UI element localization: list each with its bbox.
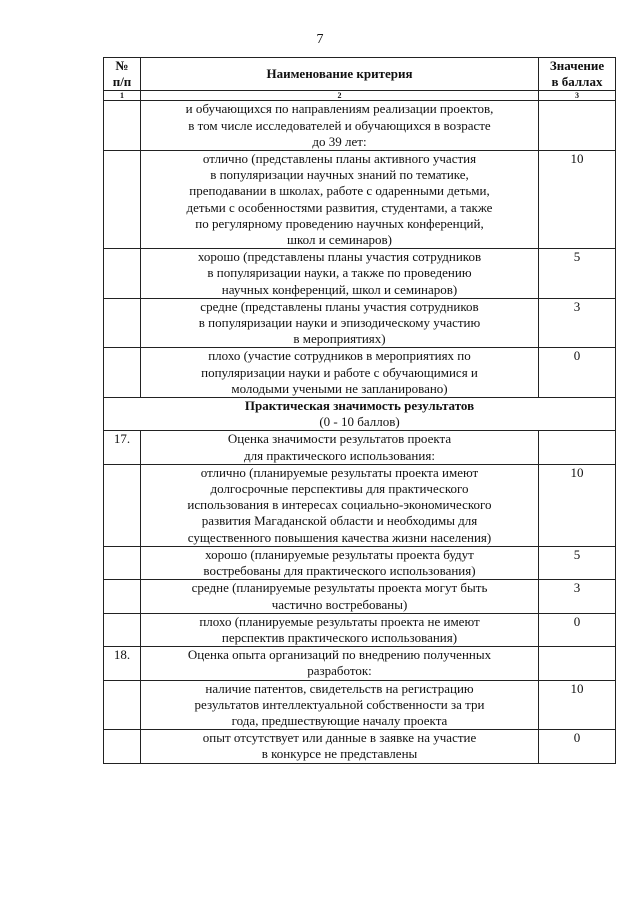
score-value: 0 bbox=[539, 730, 616, 763]
section-heading bbox=[104, 398, 616, 431]
score-value bbox=[539, 101, 616, 151]
table-row bbox=[104, 546, 616, 579]
row-num bbox=[104, 101, 141, 151]
row-num bbox=[104, 249, 141, 299]
table-row bbox=[104, 464, 616, 546]
row-num bbox=[104, 464, 141, 546]
score-value: 0 bbox=[539, 613, 616, 646]
table-row bbox=[104, 647, 616, 680]
score-value: 10 bbox=[539, 151, 616, 249]
score-value: 5 bbox=[539, 249, 616, 299]
table-header-row bbox=[104, 58, 616, 91]
criteria-table bbox=[103, 57, 616, 764]
row-num bbox=[104, 546, 141, 579]
score-value bbox=[539, 431, 616, 464]
row-num bbox=[104, 613, 141, 646]
criterion-text: хорошо (представлены планы участия сотрудников в популяризации науки, а также по проведению научных конференций, школ и семинаров) bbox=[141, 249, 539, 299]
table-row bbox=[104, 151, 616, 249]
table-row bbox=[104, 580, 616, 613]
criterion-text: Оценка значимости результатов проекта для практического использования: bbox=[141, 431, 539, 464]
criterion-text: плохо (планируемые результаты проекта не имеют перспектив практического использования) bbox=[141, 613, 539, 646]
criterion-text: хорошо (планируемые результаты проекта будут востребованы для практического использования) bbox=[141, 546, 539, 579]
row-num bbox=[104, 348, 141, 398]
score-value: 10 bbox=[539, 464, 616, 546]
table-row bbox=[104, 249, 616, 299]
table-row bbox=[104, 431, 616, 464]
criterion-text: Оценка опыта организаций по внедрению полученных разработок: bbox=[141, 647, 539, 680]
table-row bbox=[104, 348, 616, 398]
score-value: 3 bbox=[539, 298, 616, 348]
column-index-1: 1 bbox=[104, 91, 141, 101]
header-criterion: Наименование критерия bbox=[141, 58, 539, 91]
section-row bbox=[104, 398, 616, 431]
score-value bbox=[539, 647, 616, 680]
table-row bbox=[104, 680, 616, 730]
column-index-3: 3 bbox=[539, 91, 616, 101]
criterion-text: отлично (планируемые результаты проекта имеют долгосрочные перспективы для практического использования в интересах социально-экономического развития Магаданской области и необходимы для существенного повышения качества жизни населения) bbox=[141, 464, 539, 546]
criterion-text: опыт отсутствует или данные в заявке на участие в конкурсе не представлены bbox=[141, 730, 539, 763]
section-range: (0 - 10 баллов) bbox=[319, 414, 400, 430]
table-row bbox=[104, 298, 616, 348]
table-row bbox=[104, 101, 616, 151]
criterion-text: средне (представлены планы участия сотрудников в популяризации науки и эпизодическому участию в мероприятиях) bbox=[141, 298, 539, 348]
table-body bbox=[104, 101, 616, 763]
row-num bbox=[104, 151, 141, 249]
row-num bbox=[104, 580, 141, 613]
criterion-text: отлично (представлены планы активного участия в популяризации научных знаний по тематике, преподавании в школах, работе с одаренными детьми, детьми с особенностями развития, студентами, а также по регулярному проведению научных конференций, школ и семинаров) bbox=[141, 151, 539, 249]
row-num: 17. bbox=[104, 431, 141, 464]
column-index-2: 2 bbox=[141, 91, 539, 101]
table-row bbox=[104, 730, 616, 763]
criterion-text: средне (планируемые результаты проекта могут быть частично востребованы) bbox=[141, 580, 539, 613]
criterion-text: и обучающихся по направлениям реализации проектов, в том числе исследователей и обучающихся в возрасте до 39 лет: bbox=[141, 101, 539, 151]
score-value: 0 bbox=[539, 348, 616, 398]
header-num: № п/п bbox=[104, 58, 141, 91]
criterion-text: плохо (участие сотрудников в мероприятиях по популяризации науки и работе с обучающимися и молодыми учеными не запланировано) bbox=[141, 348, 539, 398]
table-row bbox=[104, 613, 616, 646]
score-value: 10 bbox=[539, 680, 616, 730]
row-num bbox=[104, 680, 141, 730]
page-number: 7 bbox=[316, 32, 324, 47]
row-num bbox=[104, 298, 141, 348]
score-value: 5 bbox=[539, 546, 616, 579]
header-value: Значение в баллах bbox=[539, 58, 616, 91]
row-num bbox=[104, 730, 141, 763]
row-num: 18. bbox=[104, 647, 141, 680]
column-index-row bbox=[104, 91, 616, 101]
section-title: Практическая значимость результатов bbox=[244, 398, 475, 414]
criterion-text: наличие патентов, свидетельств на регистрацию результатов интеллектуальной собственности за три года, предшествующие началу проекта bbox=[141, 680, 539, 730]
score-value: 3 bbox=[539, 580, 616, 613]
